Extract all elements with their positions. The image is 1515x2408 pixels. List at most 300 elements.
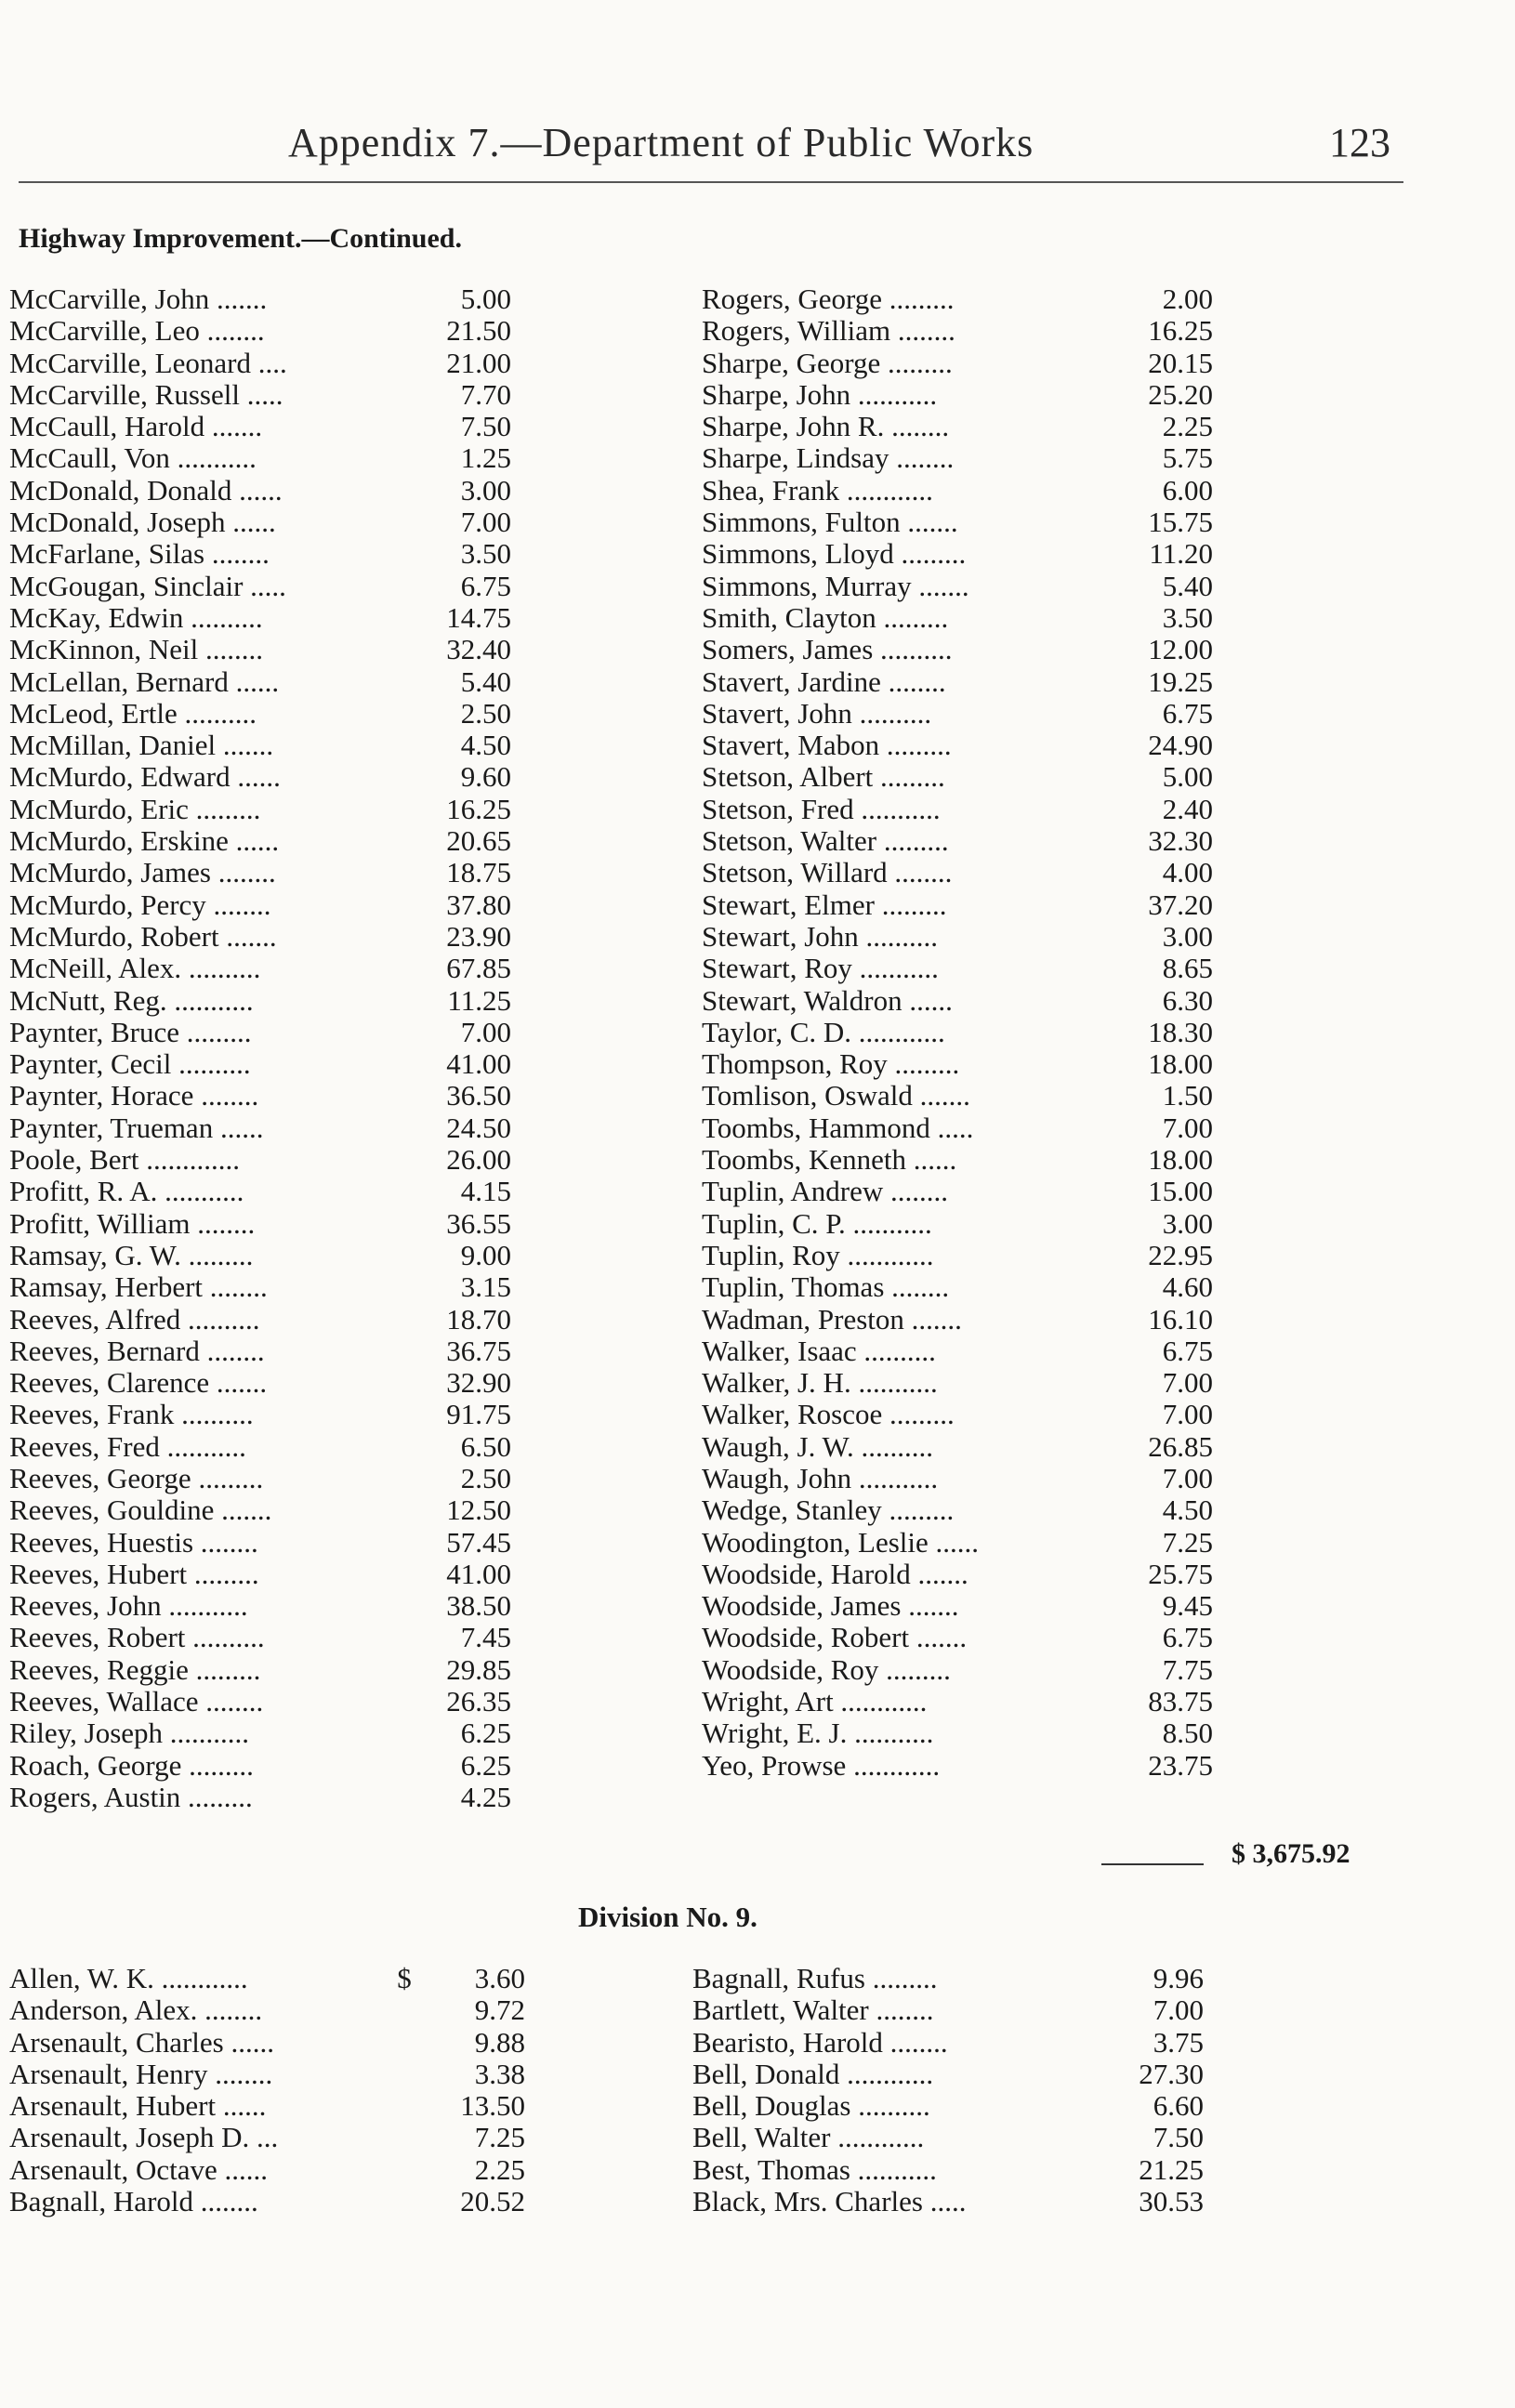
entry-name: Bearisto, Harold ........: [692, 2026, 948, 2059]
entry-amount: 36.55: [446, 1206, 511, 1240]
entry-name: Walker, J. H. ...........: [702, 1367, 938, 1400]
entry-name: Reeves, Clarence .......: [9, 1367, 268, 1400]
entry-amount: 5.40: [460, 665, 511, 698]
entry-amount: 6.75: [1162, 1334, 1213, 1367]
entry-name: McMurdo, Eric .........: [9, 793, 261, 825]
list-item: [9, 1144, 511, 1176]
entry-name: McMurdo, James ........: [9, 857, 276, 889]
list-item: [702, 1176, 1213, 1207]
entry-name: Stewart, Elmer .........: [702, 888, 947, 921]
list-item: [9, 730, 511, 761]
entry-name: McMurdo, Edward ......: [9, 761, 281, 794]
entry-amount: 21.25: [1139, 2152, 1204, 2186]
dollar-sign: $: [397, 1962, 412, 1994]
list-item: [9, 1963, 525, 1994]
entry-name: Somers, James ..........: [702, 634, 953, 666]
entry-name: Smith, Clayton .........: [702, 601, 949, 634]
entry-name: Stewart, John ..........: [702, 920, 939, 953]
entry-amount: 15.75: [1148, 506, 1213, 539]
entry-name: Arsenault, Octave ......: [9, 2153, 269, 2186]
entry-amount: 11.20: [1149, 537, 1213, 571]
list-item: [9, 1336, 511, 1367]
entry-name: McDonald, Joseph ......: [9, 507, 276, 539]
entry-amount: 9.88: [474, 2025, 525, 2059]
list-item: [9, 475, 511, 507]
list-item: [9, 1431, 511, 1463]
list-item: [692, 2186, 1204, 2217]
entry-name: Arsenault, Henry ........: [9, 2058, 273, 2090]
entry-name: Woodington, Leslie ......: [702, 1526, 979, 1559]
list-item: [702, 889, 1213, 921]
entry-name: Bell, Donald ............: [692, 2058, 934, 2090]
list-item: [702, 761, 1213, 793]
list-item: [702, 1717, 1213, 1749]
highway-total: $ 3,675.92: [1232, 1838, 1350, 1869]
entry-name: Bell, Douglas ..........: [692, 2090, 930, 2123]
entry-amount: 4.50: [460, 729, 511, 762]
list-item: [9, 1208, 511, 1240]
entry-amount: 6.60: [1153, 2089, 1204, 2123]
list-item: [9, 1080, 511, 1112]
entry-amount: 7.00: [1162, 1398, 1213, 1431]
entry-amount: 6.75: [460, 569, 511, 602]
entry-name: Ramsay, G. W. .........: [9, 1239, 254, 1271]
list-item: [702, 1112, 1213, 1144]
entry-amount: 4.15: [460, 1175, 511, 1208]
entry-name: Wright, E. J. ...........: [702, 1717, 934, 1750]
entry-name: Reeves, Alfred ..........: [9, 1303, 260, 1336]
entry-amount: 3.60: [474, 1962, 525, 1994]
list-item: [702, 1463, 1213, 1494]
list-item: [9, 794, 511, 825]
entry-name: Bell, Walter ............: [692, 2122, 925, 2154]
list-item: [9, 1654, 511, 1686]
entry-amount: 91.75: [446, 1398, 511, 1431]
entry-name: Black, Mrs. Charles .....: [692, 2186, 967, 2218]
entry-name: McCarville, John .......: [9, 283, 268, 315]
entry-amount: 18.70: [446, 1302, 511, 1336]
list-item: [702, 1559, 1213, 1590]
entry-amount: 7.70: [460, 377, 511, 411]
list-item: [702, 1304, 1213, 1336]
list-item: [9, 2186, 525, 2217]
list-item: [702, 1240, 1213, 1271]
list-item: [692, 2122, 1204, 2153]
entry-name: McNeill, Alex. ..........: [9, 953, 261, 985]
entry-amount: 18.75: [446, 856, 511, 889]
entry-name: McNutt, Reg. ...........: [9, 984, 254, 1017]
entry-name: McCarville, Leo ........: [9, 315, 265, 348]
entry-name: Taylor, C. D. ............: [702, 1016, 945, 1048]
list-item: [702, 442, 1213, 474]
entry-name: McMurdo, Percy ........: [9, 888, 271, 921]
list-item: [702, 825, 1213, 857]
list-item: [9, 1782, 511, 1813]
list-item: [9, 666, 511, 698]
entry-amount: 57.45: [446, 1525, 511, 1559]
entry-name: Toombs, Kenneth ......: [702, 1144, 957, 1177]
entry-amount: 6.30: [1162, 983, 1213, 1017]
entry-amount: 5.40: [1162, 569, 1213, 602]
list-item: [702, 1654, 1213, 1686]
entry-name: Shea, Frank ............: [702, 474, 933, 507]
entry-amount: 8.65: [1162, 952, 1213, 985]
entry-name: Rogers, William ........: [702, 315, 955, 348]
list-item: [702, 1048, 1213, 1080]
division-left-column: [9, 1963, 525, 2217]
entry-amount: 16.25: [1148, 314, 1213, 348]
entry-amount: 4.50: [1162, 1493, 1213, 1527]
list-item: [9, 1994, 525, 2026]
entry-amount: 6.75: [1162, 696, 1213, 730]
entry-amount: 18.00: [1148, 1047, 1213, 1081]
entry-amount: 24.50: [446, 1111, 511, 1144]
entry-name: Thompson, Roy .........: [702, 1048, 960, 1081]
list-item: [9, 953, 511, 984]
list-item: [702, 283, 1213, 315]
list-item: [702, 315, 1213, 347]
list-item: [9, 761, 511, 793]
list-item: [9, 2090, 525, 2122]
list-item: [702, 1622, 1213, 1653]
entry-name: Woodside, Roy .........: [702, 1653, 951, 1686]
entry-name: Tuplin, C. P. ...........: [702, 1207, 932, 1240]
list-item: [702, 1144, 1213, 1176]
entry-name: Arsenault, Charles ......: [9, 2026, 274, 2059]
entry-name: Reeves, Frank ..........: [9, 1399, 254, 1431]
entry-amount: 26.35: [446, 1685, 511, 1718]
list-item: [702, 379, 1213, 411]
entry-name: Woodside, Harold .......: [702, 1558, 968, 1590]
entry-amount: 21.50: [446, 314, 511, 348]
list-item: [702, 411, 1213, 442]
entry-amount: 27.30: [1139, 2057, 1204, 2090]
list-item: [9, 921, 511, 953]
list-item: [9, 1494, 511, 1526]
list-item: [702, 1017, 1213, 1048]
entry-name: Reeves, Reggie .........: [9, 1653, 261, 1686]
entry-name: Reeves, Hubert .........: [9, 1558, 259, 1590]
list-item: [9, 1717, 511, 1749]
list-item: [702, 1590, 1213, 1622]
entry-name: McKinnon, Neil ........: [9, 634, 263, 666]
entry-name: Toombs, Hammond .....: [702, 1112, 974, 1144]
highway-left-column: [9, 283, 511, 1813]
entry-amount: 24.90: [1148, 729, 1213, 762]
entry-name: Reeves, John ...........: [9, 1590, 248, 1623]
list-item: [702, 1271, 1213, 1303]
entry-amount: 25.75: [1148, 1557, 1213, 1590]
entry-amount: 4.25: [460, 1780, 511, 1813]
page-header: [0, 0, 1515, 186]
entry-name: Ramsay, Herbert ........: [9, 1271, 268, 1304]
entry-name: McKay, Edwin ..........: [9, 601, 263, 634]
list-item: [702, 730, 1213, 761]
entry-name: Stetson, Fred ...........: [702, 793, 941, 825]
list-item: [9, 889, 511, 921]
entry-name: Sharpe, Lindsay ........: [702, 442, 955, 475]
entry-name: Stavert, Mabon .........: [702, 730, 952, 762]
entry-name: Bartlett, Walter ........: [692, 1994, 934, 2027]
list-item: [702, 698, 1213, 730]
list-item: [9, 538, 511, 570]
list-item: [9, 379, 511, 411]
list-item: [702, 1686, 1213, 1717]
entry-name: McCaull, Von ...........: [9, 442, 257, 475]
entry-name: Waugh, John ...........: [702, 1462, 939, 1494]
entry-name: McFarlane, Silas ........: [9, 538, 270, 571]
list-item: [702, 1367, 1213, 1399]
entry-name: Walker, Isaac ..........: [702, 1335, 936, 1367]
entry-name: Reeves, George .........: [9, 1462, 264, 1494]
entry-name: Poole, Bert .............: [9, 1144, 240, 1177]
entry-name: Tomlison, Oswald .......: [702, 1080, 970, 1112]
list-item: [9, 2122, 525, 2153]
entry-name: Best, Thomas ...........: [692, 2153, 937, 2186]
entry-amount: 21.00: [446, 346, 511, 379]
entry-amount: 6.00: [1162, 473, 1213, 507]
entry-name: Paynter, Cecil ..........: [9, 1048, 251, 1081]
entry-amount: 25.20: [1148, 377, 1213, 411]
entry-amount: 36.50: [446, 1079, 511, 1112]
list-item: [702, 1750, 1213, 1782]
entry-amount: 7.00: [460, 506, 511, 539]
list-item: [692, 2090, 1204, 2122]
list-item: [9, 1048, 511, 1080]
entry-name: Reeves, Fred ...........: [9, 1430, 246, 1463]
entry-amount: 1.50: [1162, 1079, 1213, 1112]
entry-name: Stetson, Albert .........: [702, 761, 945, 794]
entry-name: Stewart, Waldron ......: [702, 984, 953, 1017]
list-item: [9, 507, 511, 538]
entry-amount: 26.00: [446, 1143, 511, 1177]
list-item: [9, 442, 511, 474]
entry-amount: 9.45: [1162, 1589, 1213, 1623]
entry-name: Sharpe, John ...........: [702, 378, 938, 411]
list-item: [702, 507, 1213, 538]
list-item: [9, 1017, 511, 1048]
entry-name: McMurdo, Erskine ......: [9, 825, 280, 858]
entry-amount: 3.50: [460, 537, 511, 571]
entry-amount: 7.45: [460, 1621, 511, 1654]
entry-amount: 23.75: [1148, 1748, 1213, 1782]
list-item: [9, 1559, 511, 1590]
list-item: [9, 857, 511, 888]
entry-name: Roach, George .........: [9, 1749, 254, 1782]
page-number: 123: [1329, 120, 1390, 165]
entry-amount: 3.75: [1153, 2025, 1204, 2059]
list-item: [9, 348, 511, 379]
list-item: [9, 1399, 511, 1430]
entry-amount: 9.60: [460, 760, 511, 794]
entry-amount: 7.75: [1162, 1652, 1213, 1686]
entry-amount: 12.00: [1148, 633, 1213, 666]
entry-name: Tuplin, Roy ............: [702, 1239, 934, 1271]
entry-amount: 23.90: [446, 919, 511, 953]
entry-amount: 9.72: [474, 1994, 525, 2027]
entry-amount: 3.38: [474, 2057, 525, 2090]
list-item: [702, 1208, 1213, 1240]
entry-amount: 22.95: [1148, 1238, 1213, 1271]
entry-name: Simmons, Murray .......: [702, 570, 969, 602]
entry-name: Simmons, Lloyd .........: [702, 538, 967, 571]
entry-name: Arsenault, Joseph D. ...: [9, 2122, 279, 2154]
entry-name: Stavert, John ..........: [702, 697, 932, 730]
entry-name: Allen, W. K. ............: [9, 1963, 248, 1994]
list-item: [702, 857, 1213, 888]
entry-name: Wedge, Stanley .........: [702, 1494, 955, 1527]
list-item: [9, 634, 511, 665]
entry-amount: 5.00: [460, 283, 511, 315]
entry-amount: 26.85: [1148, 1429, 1213, 1463]
entry-amount: 7.00: [1153, 1994, 1204, 2027]
entry-name: Reeves, Gouldine .......: [9, 1494, 272, 1527]
entry-amount: 2.25: [474, 2152, 525, 2186]
entry-name: Rogers, George .........: [702, 283, 955, 315]
list-item: [9, 1463, 511, 1494]
list-item: [702, 571, 1213, 602]
entry-amount: 5.75: [1162, 441, 1213, 475]
list-item: [702, 1399, 1213, 1430]
entry-amount: 37.80: [446, 888, 511, 921]
entry-amount: 37.20: [1148, 888, 1213, 921]
entry-amount: 41.00: [446, 1047, 511, 1081]
entry-name: Reeves, Robert ..........: [9, 1622, 265, 1654]
list-item: [9, 1590, 511, 1622]
entry-name: Walker, Roscoe .........: [702, 1399, 955, 1431]
entry-name: Paynter, Trueman ......: [9, 1112, 264, 1144]
entry-name: Riley, Joseph ...........: [9, 1717, 250, 1750]
list-item: [702, 602, 1213, 634]
entry-amount: 2.40: [1162, 792, 1213, 825]
entry-amount: 38.50: [446, 1589, 511, 1623]
entry-name: Reeves, Bernard ........: [9, 1335, 265, 1367]
entry-amount: 7.00: [1162, 1111, 1213, 1144]
page-title: Appendix 7.—Department of Public Works: [288, 120, 1034, 165]
list-item: [702, 538, 1213, 570]
entry-name: Bagnall, Harold ........: [9, 2186, 258, 2218]
list-item: [702, 953, 1213, 984]
entry-amount: 15.00: [1148, 1175, 1213, 1208]
entry-name: McLellan, Bernard ......: [9, 665, 280, 698]
entry-amount: 16.25: [446, 792, 511, 825]
list-item: [9, 1527, 511, 1559]
entry-amount: 7.00: [1162, 1461, 1213, 1494]
section-heading: Highway Improvement.—Continued.: [19, 223, 462, 254]
entry-name: Anderson, Alex. ........: [9, 1994, 263, 2027]
list-item: [702, 348, 1213, 379]
entry-name: Reeves, Wallace ........: [9, 1686, 264, 1718]
entry-amount: 11.25: [447, 983, 511, 1017]
entry-amount: 36.75: [446, 1334, 511, 1367]
list-item: [9, 315, 511, 347]
entry-amount: 41.00: [446, 1557, 511, 1590]
entry-name: Wadman, Preston .......: [702, 1303, 962, 1336]
list-item: [692, 2027, 1204, 2059]
entry-amount: 3.00: [1162, 919, 1213, 953]
entry-name: Profitt, R. A. ...........: [9, 1176, 244, 1208]
list-item: [9, 2059, 525, 2090]
entry-name: Waugh, J. W. ..........: [702, 1430, 933, 1463]
list-item: [9, 1750, 511, 1782]
entry-name: Arsenault, Hubert ......: [9, 2090, 267, 2123]
total-rule: [1101, 1863, 1204, 1865]
entry-name: Paynter, Bruce .........: [9, 1016, 252, 1048]
list-item: [9, 571, 511, 602]
division-right-column: [692, 1963, 1204, 2217]
list-item: [9, 2154, 525, 2186]
list-item: [9, 1176, 511, 1207]
entry-name: Tuplin, Andrew ........: [702, 1176, 948, 1208]
entry-name: Simmons, Fulton .......: [702, 507, 958, 539]
list-item: [702, 1336, 1213, 1367]
entry-amount: 6.75: [1162, 1621, 1213, 1654]
entry-amount: 32.40: [446, 633, 511, 666]
entry-amount: 7.25: [474, 2121, 525, 2154]
entry-amount: 8.50: [1162, 1717, 1213, 1750]
entry-name: McDonald, Donald ......: [9, 474, 283, 507]
entry-name: Woodside, Robert .......: [702, 1622, 968, 1654]
list-item: [9, 1240, 511, 1271]
entry-amount: 4.60: [1162, 1270, 1213, 1304]
list-item: [9, 1367, 511, 1399]
entry-amount: 9.00: [460, 1238, 511, 1271]
list-item: [9, 1271, 511, 1303]
entry-amount: 2.50: [460, 1461, 511, 1494]
list-item: [702, 475, 1213, 507]
entry-name: Stavert, Jardine ........: [702, 665, 946, 698]
entry-amount: 7.25: [1162, 1525, 1213, 1559]
entry-name: McGougan, Sinclair .....: [9, 570, 286, 602]
list-item: [702, 985, 1213, 1017]
entry-amount: 6.50: [460, 1429, 511, 1463]
list-item: [9, 698, 511, 730]
entry-amount: 2.00: [1162, 283, 1213, 315]
list-item: [702, 1527, 1213, 1559]
entry-amount: 7.00: [460, 1015, 511, 1048]
entry-name: Paynter, Horace ........: [9, 1080, 259, 1112]
entry-name: McCaull, Harold .......: [9, 411, 263, 443]
entry-name: Wright, Art ............: [702, 1686, 928, 1718]
entry-name: McCarville, Leonard ....: [9, 347, 287, 379]
list-item: [692, 1994, 1204, 2026]
entry-amount: 6.25: [460, 1717, 511, 1750]
list-item: [9, 602, 511, 634]
entry-amount: 3.15: [460, 1270, 511, 1304]
list-item: [702, 1494, 1213, 1526]
entry-amount: 14.75: [446, 600, 511, 634]
list-item: [702, 921, 1213, 953]
entry-amount: 29.85: [446, 1652, 511, 1686]
list-item: [702, 794, 1213, 825]
entry-amount: 12.50: [446, 1493, 511, 1527]
highway-right-column: [702, 283, 1213, 1782]
entry-name: McMillan, Daniel .......: [9, 730, 274, 762]
entry-amount: 6.25: [460, 1748, 511, 1782]
entry-amount: 1.25: [460, 441, 511, 475]
entry-name: Stetson, Willard ........: [702, 857, 953, 889]
entry-name: Reeves, Huestis ........: [9, 1526, 258, 1559]
entry-amount: 3.50: [1162, 600, 1213, 634]
entry-name: McMurdo, Robert .......: [9, 920, 277, 953]
entry-amount: 7.50: [460, 410, 511, 443]
entry-amount: 3.00: [1162, 1206, 1213, 1240]
entry-amount: 16.10: [1148, 1302, 1213, 1336]
list-item: [9, 1112, 511, 1144]
list-item: [9, 825, 511, 857]
entry-name: Stetson, Walter .........: [702, 825, 949, 858]
entry-amount: 83.75: [1148, 1685, 1213, 1718]
